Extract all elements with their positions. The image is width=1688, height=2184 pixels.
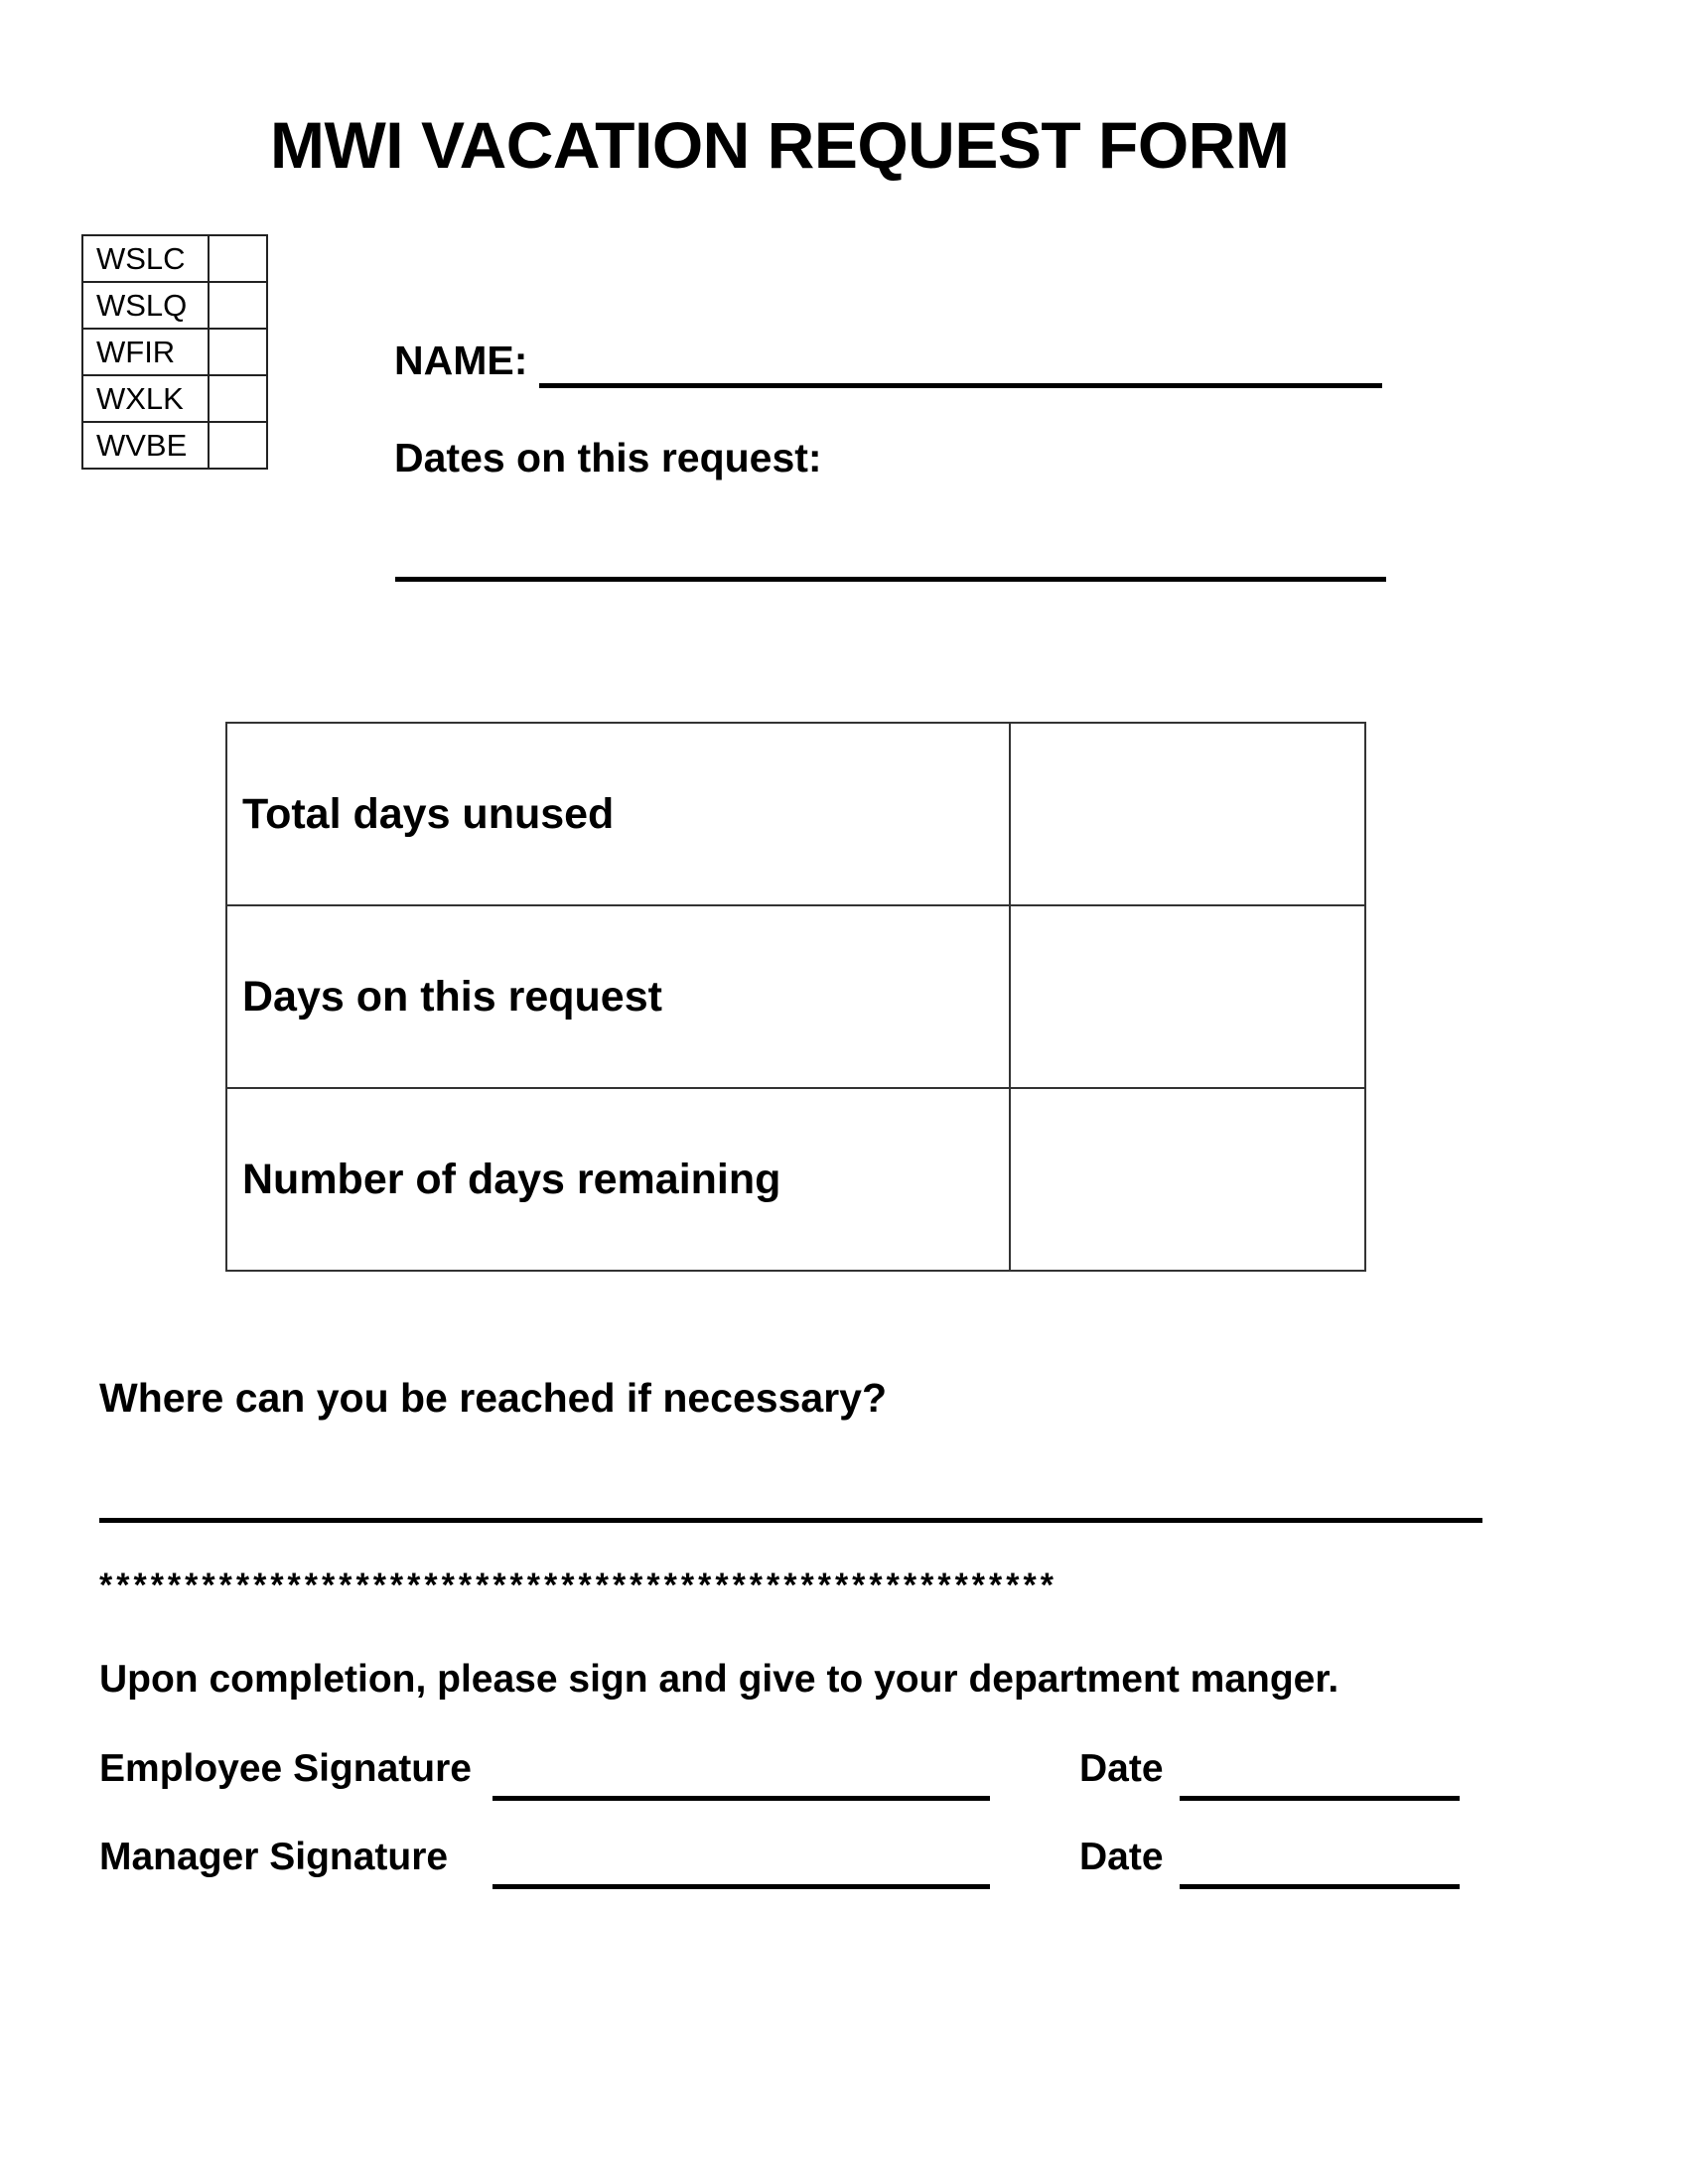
station-row-wxlk (82, 375, 267, 422)
dates-field[interactable] (395, 577, 1386, 582)
station-row-wfir (82, 329, 267, 375)
reach-field[interactable] (99, 1518, 1482, 1523)
name-field[interactable] (539, 383, 1382, 388)
days-remaining-label: Number of days remaining (226, 1088, 1010, 1271)
station-checkbox-wfir[interactable] (209, 329, 267, 375)
employee-date-label: Date (1079, 1747, 1164, 1790)
table-row (226, 723, 1365, 905)
station-checkbox-wvbe[interactable] (209, 422, 267, 469)
manager-signature-label: Manager Signature (99, 1836, 449, 1878)
manager-signature-field[interactable] (492, 1884, 990, 1889)
table-row (226, 1088, 1365, 1271)
total-days-unused-field[interactable] (1010, 723, 1365, 905)
total-days-unused-label: Total days unused (226, 723, 1010, 905)
station-code: WVBE (82, 422, 209, 469)
vacation-days-table (225, 722, 1366, 1272)
instruction-text: Upon completion, please sign and give to your department manger. (99, 1658, 1339, 1701)
form-title: MWI VACATION REQUEST FORM (270, 108, 1290, 182)
name-label: NAME: (394, 338, 528, 383)
station-code-table (81, 234, 268, 470)
days-remaining-field[interactable] (1010, 1088, 1365, 1271)
employee-signature-field[interactable] (492, 1796, 990, 1801)
station-code: WXLK (82, 375, 209, 422)
manager-date-label: Date (1079, 1836, 1164, 1878)
manager-date-field[interactable] (1180, 1884, 1460, 1889)
days-on-request-field[interactable] (1010, 905, 1365, 1088)
station-row-wvbe (82, 422, 267, 469)
station-row-wslq (82, 282, 267, 329)
station-checkbox-wslc[interactable] (209, 235, 267, 282)
separator: ******************************************************** (99, 1567, 1057, 1604)
employee-signature-label: Employee Signature (99, 1747, 472, 1790)
employee-date-field[interactable] (1180, 1796, 1460, 1801)
days-on-request-label: Days on this request (226, 905, 1010, 1088)
station-checkbox-wslq[interactable] (209, 282, 267, 329)
station-row-wslc (82, 235, 267, 282)
dates-label: Dates on this request: (394, 435, 822, 480)
station-checkbox-wxlk[interactable] (209, 375, 267, 422)
station-code: WSLC (82, 235, 209, 282)
table-row (226, 905, 1365, 1088)
station-code: WFIR (82, 329, 209, 375)
station-code: WSLQ (82, 282, 209, 329)
reach-label: Where can you be reached if necessary? (99, 1375, 887, 1421)
